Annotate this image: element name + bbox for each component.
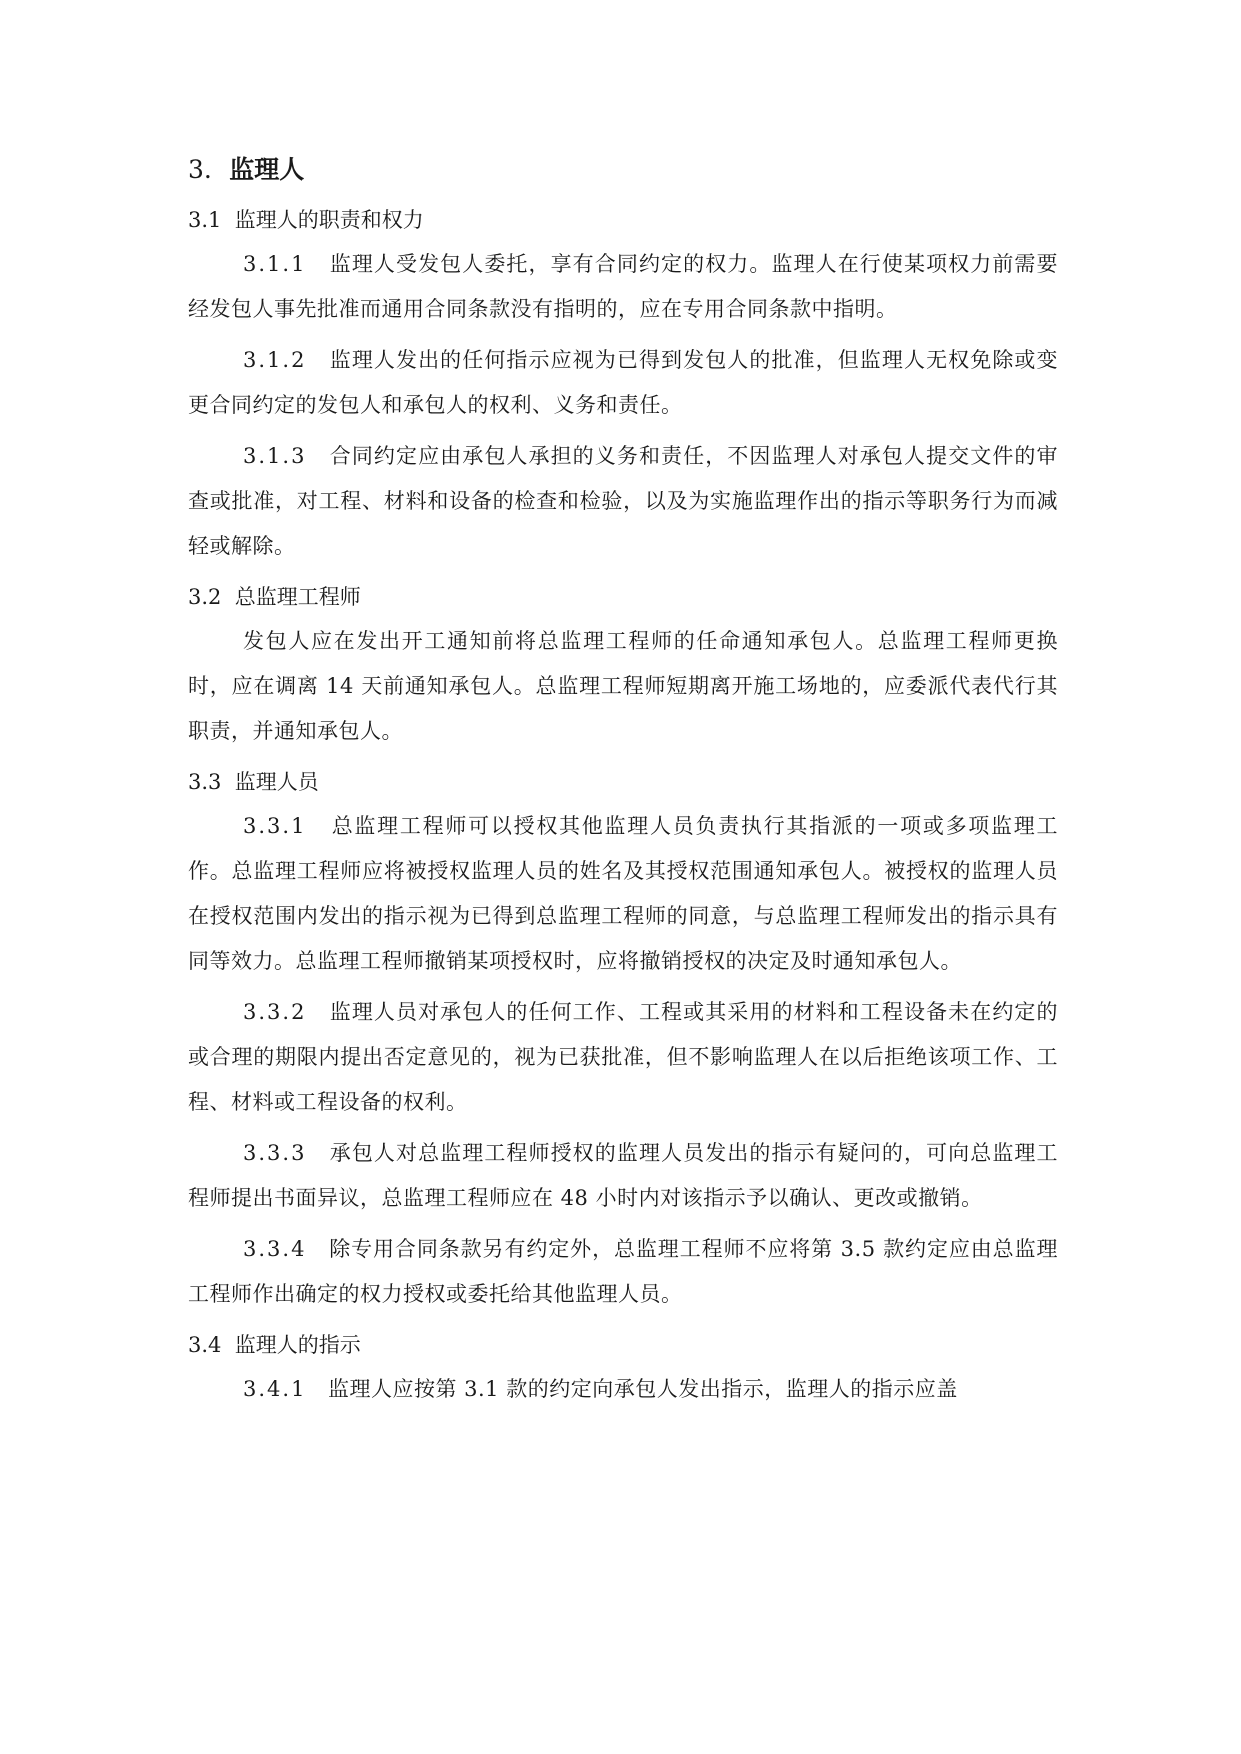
section-title: 监理人的指示 (234, 1333, 361, 1357)
section-title: 总监理工程师 (234, 585, 361, 609)
section-number: 3.2 (188, 585, 222, 609)
clause-paragraph (188, 1227, 1058, 1317)
section-heading (188, 1323, 1058, 1367)
clause-text: 监理人发出的任何指示应视为已得到发包人的批准，但监理人无权免除或变更合同约定的发包人和承包人的权利、义务和责任。 (188, 348, 1059, 417)
section-number: 3.4 (188, 1333, 222, 1357)
clause-number: 3.1.1 (243, 252, 307, 276)
section-title: 监理人员 (234, 770, 319, 794)
chapter-number: 3. (188, 155, 212, 184)
chapter-title: 监理人 (229, 155, 305, 184)
clause-text: 监理人应按第 3.1 款的约定向承包人发出指示，监理人的指示应盖 (327, 1377, 958, 1401)
clause-text: 承包人对总监理工程师授权的监理人员发出的指示有疑问的，可向总监理工程师提出书面异议，总监理工程师应在 48 小时内对该指示予以确认、更改或撤销。 (188, 1141, 1059, 1210)
clause-text: 发包人应在发出开工通知前将总监理工程师的任命通知承包人。总监理工程师更换时，应在调离 14 天前通知承包人。总监理工程师短期离开施工场地的，应委派代表代行其职责，并通知承包人。 (188, 629, 1058, 743)
clause-number: 3.1.2 (243, 348, 307, 372)
clause-number: 3.1.3 (243, 444, 307, 468)
clause-paragraph (188, 1131, 1058, 1221)
section-number: 3.1 (188, 208, 222, 232)
clause-paragraph (188, 1367, 1058, 1412)
clause-number: 3.3.4 (243, 1237, 307, 1261)
clause-number: 3.3.1 (243, 814, 307, 838)
clause-paragraph (188, 619, 1058, 754)
section-heading (188, 575, 1058, 619)
section-number: 3.3 (188, 770, 222, 794)
clause-paragraph (188, 338, 1058, 428)
clause-number: 3.3.3 (243, 1141, 307, 1165)
clause-text: 合同约定应由承包人承担的义务和责任，不因监理人对承包人提交文件的审查或批准，对工程、材料和设备的检查和检验，以及为实施监理作出的指示等职务行为而减轻或解除。 (188, 444, 1059, 558)
clause-text: 监理人员对承包人的任何工作、工程或其采用的材料和工程设备未在约定的或合理的期限内提出否定意见的，视为已获批准，但不影响监理人在以后拒绝该项工作、工程、材料或工程设备的权利。 (188, 1000, 1059, 1114)
clause-text: 总监理工程师可以授权其他监理人员负责执行其指派的一项或多项监理工作。总监理工程师应将被授权监理人员的姓名及其授权范围通知承包人。被授权的监理人员在授权范围内发出的指示视为已得到总监理工程师的同意，与总监理工程师发出的指示具有同等效力。总监理工程师撤销某项授权时，应将撤销授权的决定及时通知承包人。 (188, 814, 1059, 973)
clause-number: 3.3.2 (243, 1000, 307, 1024)
clause-number: 3.4.1 (243, 1377, 307, 1401)
clause-paragraph (188, 990, 1058, 1125)
document-body (188, 198, 1058, 1412)
clause-paragraph (188, 242, 1058, 332)
section-title: 监理人的职责和权力 (234, 208, 424, 232)
clause-text: 监理人受发包人委托，享有合同约定的权力。监理人在行使某项权力前需要经发包人事先批准而通用合同条款没有指明的，应在专用合同条款中指明。 (188, 252, 1059, 321)
clause-paragraph (188, 434, 1058, 569)
clause-paragraph (188, 804, 1058, 984)
section-heading (188, 198, 1058, 242)
section-heading (188, 760, 1058, 804)
chapter-heading (188, 150, 1058, 190)
clause-text: 除专用合同条款另有约定外，总监理工程师不应将第 3.5 款约定应由总监理工程师作出确定的权力授权或委托给其他监理人员。 (188, 1237, 1058, 1306)
document-page (188, 150, 1058, 1418)
